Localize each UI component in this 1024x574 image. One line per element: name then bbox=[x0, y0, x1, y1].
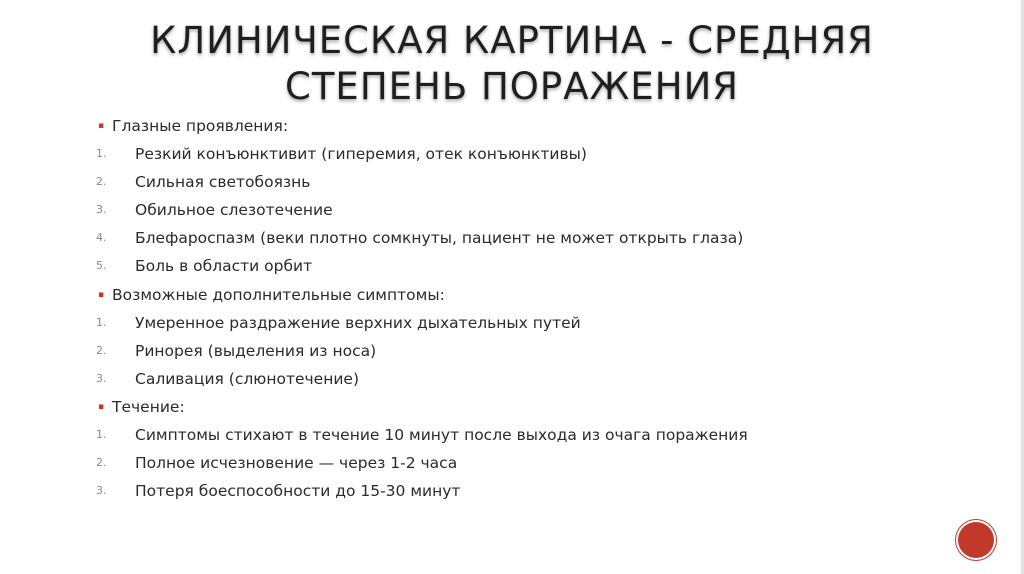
list-item-text: Умеренное раздражение верхних дыхательных путей bbox=[135, 313, 581, 332]
list-number: 3. bbox=[96, 203, 107, 217]
list-number: 2. bbox=[96, 456, 107, 470]
section-heading: Глазные проявления: bbox=[112, 117, 289, 135]
list-number: 1. bbox=[96, 315, 107, 329]
list-item-text: Симптомы стихают в течение 10 минут после выхода из очага поражения bbox=[135, 426, 748, 445]
list-item-text: Резкий конъюнктивит (гиперемия, отек конъюнктивы) bbox=[135, 145, 587, 164]
list-item bbox=[96, 421, 956, 449]
list-item bbox=[96, 449, 956, 477]
list-number: 5. bbox=[96, 259, 107, 273]
square-bullet-icon: ▪ bbox=[98, 289, 105, 300]
list-item-text: Полное исчезновение — через 1-2 часа bbox=[135, 454, 458, 473]
list-item-text: Потеря боеспособности до 15-30 минут bbox=[135, 482, 461, 501]
list-item bbox=[96, 365, 956, 393]
section-heading: Течение: bbox=[112, 397, 185, 416]
list-item bbox=[96, 168, 956, 196]
list-item bbox=[96, 477, 956, 505]
list-item bbox=[96, 196, 956, 224]
list-number: 1. bbox=[96, 147, 107, 161]
list-item-text: Боль в области орбит bbox=[135, 257, 313, 276]
list-item bbox=[96, 309, 956, 337]
list-number: 2. bbox=[96, 175, 107, 189]
slide-content bbox=[96, 112, 956, 505]
square-bullet-icon: ▪ bbox=[98, 121, 105, 131]
list-item bbox=[96, 337, 956, 365]
list-item-text: Сильная светобоязнь bbox=[135, 173, 311, 192]
square-bullet-icon: ▪ bbox=[98, 401, 105, 412]
list-number: 3. bbox=[96, 371, 107, 385]
circle-nav-button-icon[interactable] bbox=[958, 522, 994, 558]
list-number: 4. bbox=[96, 231, 107, 245]
section-heading-row bbox=[96, 393, 956, 421]
list-item bbox=[96, 224, 956, 252]
section-heading-row bbox=[96, 112, 956, 140]
list-item bbox=[96, 140, 956, 168]
list-number: 2. bbox=[96, 343, 107, 357]
list-number: 1. bbox=[96, 428, 107, 442]
slide-title: КЛИНИЧЕСКАЯ КАРТИНА - СРЕДНЯЯ СТЕПЕНЬ ПОРАЖЕНИЯ bbox=[150, 19, 874, 108]
list-number: 3. bbox=[96, 484, 107, 498]
list-item-text: Саливация (слюнотечение) bbox=[135, 369, 360, 388]
list-item-text: Ринорея (выделения из носа) bbox=[135, 341, 377, 360]
list-item-text: Блефароспазм (веки плотно сомкнуты, пациент не может открыть глаза) bbox=[135, 229, 744, 248]
list-item bbox=[96, 252, 956, 280]
section-heading: Возможные дополнительные симптомы: bbox=[112, 285, 445, 304]
list-item-text: Обильное слезотечение bbox=[135, 201, 333, 220]
section-heading-row bbox=[96, 281, 956, 309]
